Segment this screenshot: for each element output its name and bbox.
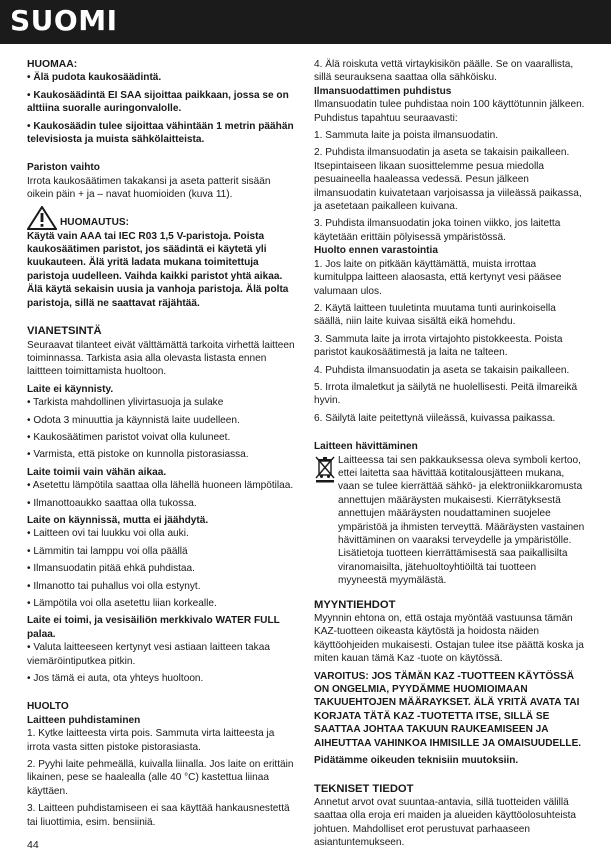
trouble-item: • Ilmanotto tai puhallus voi olla estynyt.: [27, 580, 201, 592]
filter-step: 1. Sammuta laite ja poista ilmansuodatin.: [314, 130, 499, 142]
right-column: [314, 58, 586, 854]
note-title: HUOMAA:: [27, 59, 78, 70]
warning-header: [27, 206, 297, 230]
trouble-group-title: Laite ei toimi, ja vesisäiliön merkkivalo WATER FULL palaa.: [27, 615, 280, 640]
troubleshooting-intro: Seuraavat tilanteet eivät välttämättä tarkoita virhettä laitteen toiminnassa. Tarkista asia alla olevasta listasta ennen laittteen toimittamista huoltoon.: [27, 339, 295, 378]
warranty-title: MYYNTIEHDOT: [314, 598, 396, 611]
specs-title: TEKNISET TIEDOT: [314, 782, 414, 795]
warning-title: HUOMAUTUS:: [60, 217, 129, 229]
page-number: 44: [27, 839, 39, 851]
crossed-bin-icon: [314, 455, 336, 483]
warning-triangle-icon: [27, 206, 57, 230]
storage-step: 1. Jos laite on pitkään käyttämättä, muista irrottaa kumitulppa laitteen alaosasta, että kertynyt vesi pääsee valumaan ulos.: [314, 258, 562, 297]
trouble-item: • Laitteen ovi tai luukku voi olla auki.: [27, 528, 189, 540]
trouble-item: • Jos tämä ei auta, ota yhteys huoltoon.: [27, 673, 204, 685]
cleaning-title: Laitteen puhdistaminen: [27, 714, 141, 726]
filter-title: Ilmansuodattimen puhdistus: [314, 85, 452, 97]
trouble-item: • Kaukosäätimen paristot voivat olla kuluneet.: [27, 431, 231, 443]
disposal-text: Laitteessa tai sen pakkauksessa oleva symboli kertoo, ettei laitetta saa hävittää kotitalousjätteen mukana, vaan se tulee kierrättää sähkö- ja elektroniikkaromusta annettujen määräysten mukaisesti. Kierrätyksestä annettujen määräysten noudattaminen suojelee ympäristöä ja ihmisten terveyttä. Määräysten vastainen hävittäminen on vaaraksi terveydelle ja ympäristölle. Lisätietoja tuotteen kierrättämisestä saa paikallisilta viranomaisilta, jätehuoltoyhtiöiltä tai tuotteen myyneestä myymälästä.: [338, 454, 585, 587]
trouble-item: • Lämmitin tai lamppu voi olla päällä: [27, 545, 188, 557]
note-bullet: • Kaukosäädin tulee sijoittaa vähintään 1 metrin päähän televisiosta ja muista sähkölaitteista.: [27, 120, 294, 146]
trouble-item: • Valuta laitteeseen kertynyt vesi astiaan laitteen takaa viemäröintiputkea pitkin.: [27, 642, 270, 667]
trouble-item: • Ilmansuodatin pitää ehkä puhdistaa.: [27, 563, 195, 575]
trouble-item: • Asetettu lämpötila saattaa olla lähellä huoneen lämpötilaa.: [27, 480, 294, 492]
troubleshooting-title: VIANETSINTÄ: [27, 325, 102, 338]
specs-text: Annetut arvot ovat suuntaa-antavia, sillä tuotteiden välillä saattaa olla eroja eri maiden ja alueiden käyttöolosuhteista johtuen. Mahdolliset erot perustuvat parhaaseen asiantuntemukseen.: [314, 796, 577, 849]
storage-step: 3. Sammuta laite ja irrota virtajohto pistokkeesta. Poista paristot kaukosäätimestä ja laita ne talteen.: [314, 333, 563, 359]
page-title: SUOMI: [10, 4, 118, 37]
filter-step: 3. Puhdista ilmansuodatin joka toinen viikko, jos laitetta käytetään erittäin pölyisessä ympäristössä.: [314, 218, 561, 243]
note-bullet: • Älä pudota kaukosäädintä.: [27, 72, 162, 84]
warranty-reserve: Pidätämme oikeuden teknisiin muutoksiin.: [314, 755, 519, 767]
battery-text: Irrota kaukosäätimen takakansi ja aseta patterit sisään oikein päin + ja – navat huomioiden (kuva 11).: [27, 175, 271, 201]
cleaning-step: 3. Laitteen puhdistamiseen ei saa käyttää hankausnestettä tai liuottimia, esim. bensiiniä.: [27, 803, 290, 828]
filter-step: 2. Puhdista ilmansuodatin ja aseta se takaisin paikalleen. Itsepintaiseen likaan suosittelemme pesua miedolla pesuaineella haaleassa vedessä. Pesun jälkeen ilmansuodatin kuivatetaan varjoisassa ja viileässä paikassa, ja asetetaan paikalleen kuivana.: [314, 147, 582, 213]
warranty-text: Myynnin ehtona on, että ostaja myöntää vastuunsa tämän KAZ-tuotteen oikeasta käytöstä ja hoidosta näiden käyttöohjeiden mukaisesti. Ostajan tulee itse päättä koska ja miten kauan tämä Kaz -tuote on käytössä.: [314, 613, 584, 665]
storage-title: Huolto ennen varastointia: [314, 245, 438, 257]
left-column: [27, 58, 297, 833]
header-bar: [0, 0, 611, 44]
note-bullet: • Kaukosäädintä EI SAA sijoittaa paikkaan, jossa se on alttiina suoralle auringonvalolle.: [27, 89, 289, 115]
cleaning-step: 2. Pyyhi laite pehmeällä, kuivalla liinalla. Jos laite on erittäin likainen, pese se haalealla (alle 40 °C) kastettua liinaa käyttäen.: [27, 759, 294, 797]
maintenance-title: HUOLTO: [27, 701, 69, 713]
storage-step: 4. Puhdista ilmansuodatin ja aseta se takaisin paikalleen.: [314, 364, 570, 376]
warning-text: Käytä vain AAA tai IEC R03 1,5 V-paristoja. Poista kaukosäätimen paristot, jos säädintä ei käytetä yli kuukauteen. Älä yritä ladata mukana toimitettuja paristoja uudelleen. Vaihda kaikki paristot yhtä aikaa. Älä käytä sekaisin uusia ja vanhoja paristoja. Älä polta paristoja, sillä ne saattavat räjähtää.: [27, 230, 289, 309]
battery-title: Pariston vaihto: [27, 162, 100, 174]
trouble-group-title: Laite ei käynnisty.: [27, 383, 114, 395]
cleaning-step-4: 4. Älä roiskuta vettä virtaykisikön päälle. Se on vaarallista, sillä seurauksena saattaa olla sähköisku.: [314, 59, 574, 84]
trouble-group-title: Laite on käynnissä, mutta ei jäähdytä.: [27, 514, 209, 526]
disposal-title: Laitteen hävittäminen: [314, 441, 418, 453]
storage-step: 2. Käytä laitteen tuuletinta muutama tunti aurinkoisella säällä, niin laite kuivaa sisältä eikä homehdu.: [314, 302, 556, 328]
storage-step: 5. Irrota ilmaletkut ja säilytä ne huolellisesti. Peitä ilmareikä hyvin.: [314, 381, 578, 407]
cleaning-step: 1. Kytke laitteesta virta pois. Sammuta virta laitteesta ja irrota vasta sitten pistoke pistorasiasta.: [27, 728, 275, 753]
trouble-item: • Ilmanottoaukko saattaa olla tukossa.: [27, 497, 197, 509]
trouble-item: • Varmista, että pistoke on kunnolla pistorasiassa.: [27, 449, 249, 461]
trouble-item: • Odota 3 minuuttia ja käynnistä laite uudelleen.: [27, 414, 240, 426]
disposal-block: [314, 454, 586, 588]
storage-step: 6. Säilytä laite peitettynä viileässä, kuivassa paikassa.: [314, 412, 556, 424]
filter-intro: Ilmansuodatin tulee puhdistaa noin 100 käyttötunnin jälkeen. Puhdistus tapahtuu seuraavasti:: [314, 99, 585, 124]
trouble-item: • Lämpötila voi olla asetettu liian korkealle.: [27, 598, 217, 609]
trouble-group-title: Laite toimii vain vähän aikaa.: [27, 466, 167, 478]
warranty-warning: VAROITUS: JOS TÄMÄN KAZ -TUOTTEEN KÄYTÖSSÄ ON ONGELMIA, PYYDÄMME HUOMIOIMAAN TAKUUEHTOJEN MÄÄRAYKSET. ÄLÄ YRITÄ AVATA TAI KORJATA TÄTÄ KAZ -TUOTETTA ITSE, SILLÄ SE SAATTAA JOHTAA TAKUUN RAUKEAMISEEN JA AIHEUTTAA VAHINKOA IHMISILLE JA OMAISUUDELLE.: [314, 670, 582, 749]
trouble-item: • Tarkista mahdollinen ylivirtasuoja ja sulake: [27, 397, 224, 409]
